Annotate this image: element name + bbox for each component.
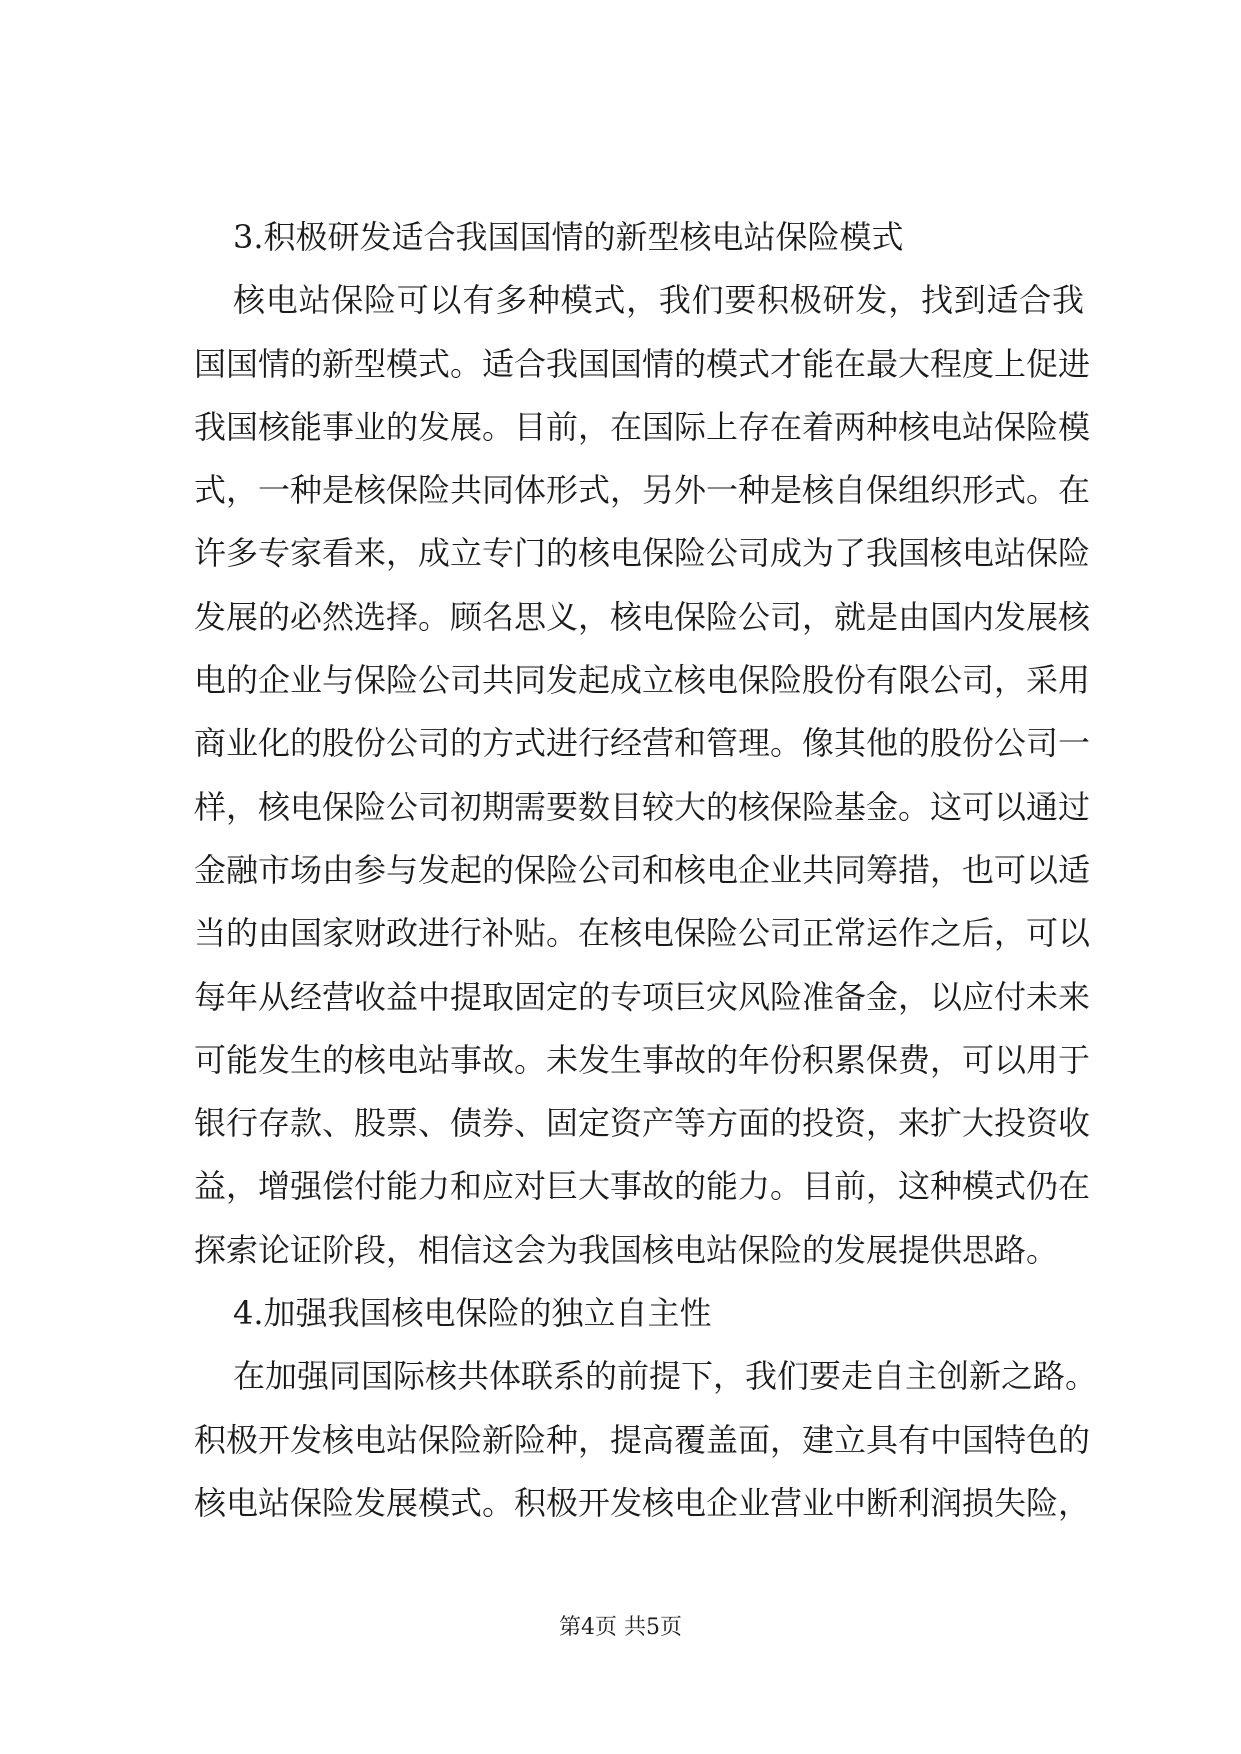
paragraph-line: 我国核能事业的发展。目前，在国际上存在着两种核电站保险模 — [194, 407, 1091, 446]
paragraph-line: 电的企业与保险公司共同发起成立核电保险股份有限公司，采用 — [194, 661, 1091, 700]
paragraph-line: 国国情的新型模式。适合我国国情的模式才能在最大程度上促进 — [194, 344, 1091, 383]
paragraph-line: 商业化的股份公司的方式进行经营和管理。像其他的股份公司一 — [194, 724, 1091, 763]
section-4-paragraph — [194, 1345, 1098, 1535]
paragraph-line: 银行存款、股票、债券、固定资产等方面的投资，来扩大投资收 — [194, 1104, 1091, 1143]
paragraph-line: 当的由国家财政进行补贴。在核电保险公司正常运作之后，可以 — [194, 914, 1091, 953]
paragraph-line: 探索论证阶段，相信这会为我国核电站保险的发展提供思路。 — [194, 1230, 1059, 1269]
document-body — [194, 206, 1098, 1535]
paragraph-line: 可能发生的核电站事故。未发生事故的年份积累保费，可以用于 — [194, 1040, 1091, 1079]
paragraph-line: 益，增强偿付能力和应对巨大事故的能力。目前，这种模式仍在 — [194, 1167, 1091, 1206]
page-number-footer: 第4页 共5页 — [559, 1615, 682, 1640]
paragraph-line: 积极开发核电站保险新险种，提高覆盖面，建立具有中国特色的 — [194, 1420, 1091, 1459]
section-3-heading: 3.积极研发适合我国国情的新型核电站保险模式 — [233, 218, 904, 256]
paragraph-line: 式，一种是核保险共同体形式，另外一种是核自保组织形式。在 — [194, 471, 1091, 510]
paragraph-line: 发展的必然选择。顾名思义，核电保险公司，就是由国内发展核 — [194, 597, 1091, 636]
paragraph-line: 样，核电保险公司初期需要数目较大的核保险基金。这可以通过 — [194, 787, 1091, 826]
paragraph-line: 许多专家看来，成立专门的核电保险公司成为了我国核电站保险 — [194, 534, 1091, 573]
section-3-paragraph — [194, 269, 1091, 1282]
paragraph-line: 核电站保险发展模式。积极开发核电企业营业中断利润损失险， — [194, 1483, 1091, 1522]
paragraph-line: 核电站保险可以有多种模式，我们要积极研发，找到适合我 — [233, 281, 1084, 320]
section-4-heading: 4.加强我国核电保险的独立自主性 — [233, 1294, 712, 1333]
paragraph-line: 金融市场由参与发起的保险公司和核电企业共同筹措，也可以适 — [194, 850, 1091, 889]
paragraph-line: 在加强同国际核共体联系的前提下，我们要走自主创新之路。 — [233, 1357, 1098, 1396]
paragraph-line: 每年从经营收益中提取固定的专项巨灾风险准备金，以应付未来 — [194, 977, 1091, 1016]
